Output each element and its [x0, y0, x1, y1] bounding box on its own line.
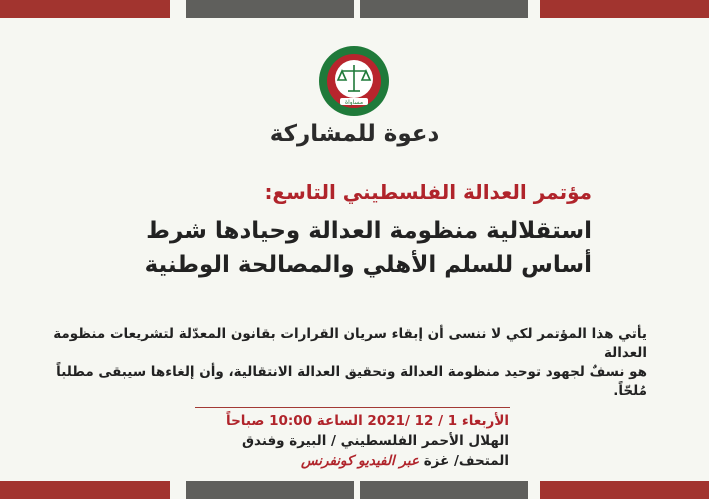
- bottom-bar-gray-1: [186, 481, 354, 499]
- video-conference-label: عبر الفيديو كونفرنس: [301, 453, 419, 469]
- conference-title-line1: استقلالية منظومة العدالة وحيادها شرط: [146, 218, 592, 244]
- details-divider: [195, 407, 510, 408]
- bottom-bar-red-right: [540, 481, 709, 499]
- description-line2: هو نسفٌ لجهود توحيد منظومة العدالة وتحقيق العدالة الانتقالية، وأن إلغاءها سيبقى مطلباً مُلحّاً.: [56, 364, 647, 399]
- logo-label: مساواة: [344, 99, 364, 106]
- event-venue-line2: [179, 451, 509, 471]
- event-details: [179, 411, 509, 471]
- scales-of-justice-logo: [318, 45, 390, 117]
- top-bar-gray-1: [186, 0, 354, 18]
- conference-title-line2: أساس للسلم الأهلي والمصالحة الوطنية: [144, 252, 592, 278]
- description-line1: يأتي هذا المؤتمر لكي لا ننسى أن إبقاء سريان القرارات بقانون المعدّلة لتشريعات منظومة العدالة: [53, 326, 647, 361]
- top-bar-gray-2: [360, 0, 528, 18]
- invitation-heading: دعوة للمشاركة: [269, 121, 440, 147]
- top-bar-red-right: [540, 0, 709, 18]
- conference-subtitle: مؤتمر العدالة الفلسطيني التاسع:: [264, 180, 592, 204]
- bottom-bar-red-left: [0, 481, 170, 499]
- event-date-time: الأربعاء 1 / 12 /2021 الساعة 10:00 صباحاً: [226, 413, 509, 429]
- conference-description: [47, 325, 647, 401]
- venue-location: المتحف/ غزة: [419, 453, 509, 469]
- conference-title-block: [72, 180, 592, 282]
- event-venue-line1: الهلال الأحمر الفلسطيني / البيرة وفندق: [241, 433, 509, 449]
- top-bar-red-left: [0, 0, 170, 18]
- bottom-bar-gray-2: [360, 481, 528, 499]
